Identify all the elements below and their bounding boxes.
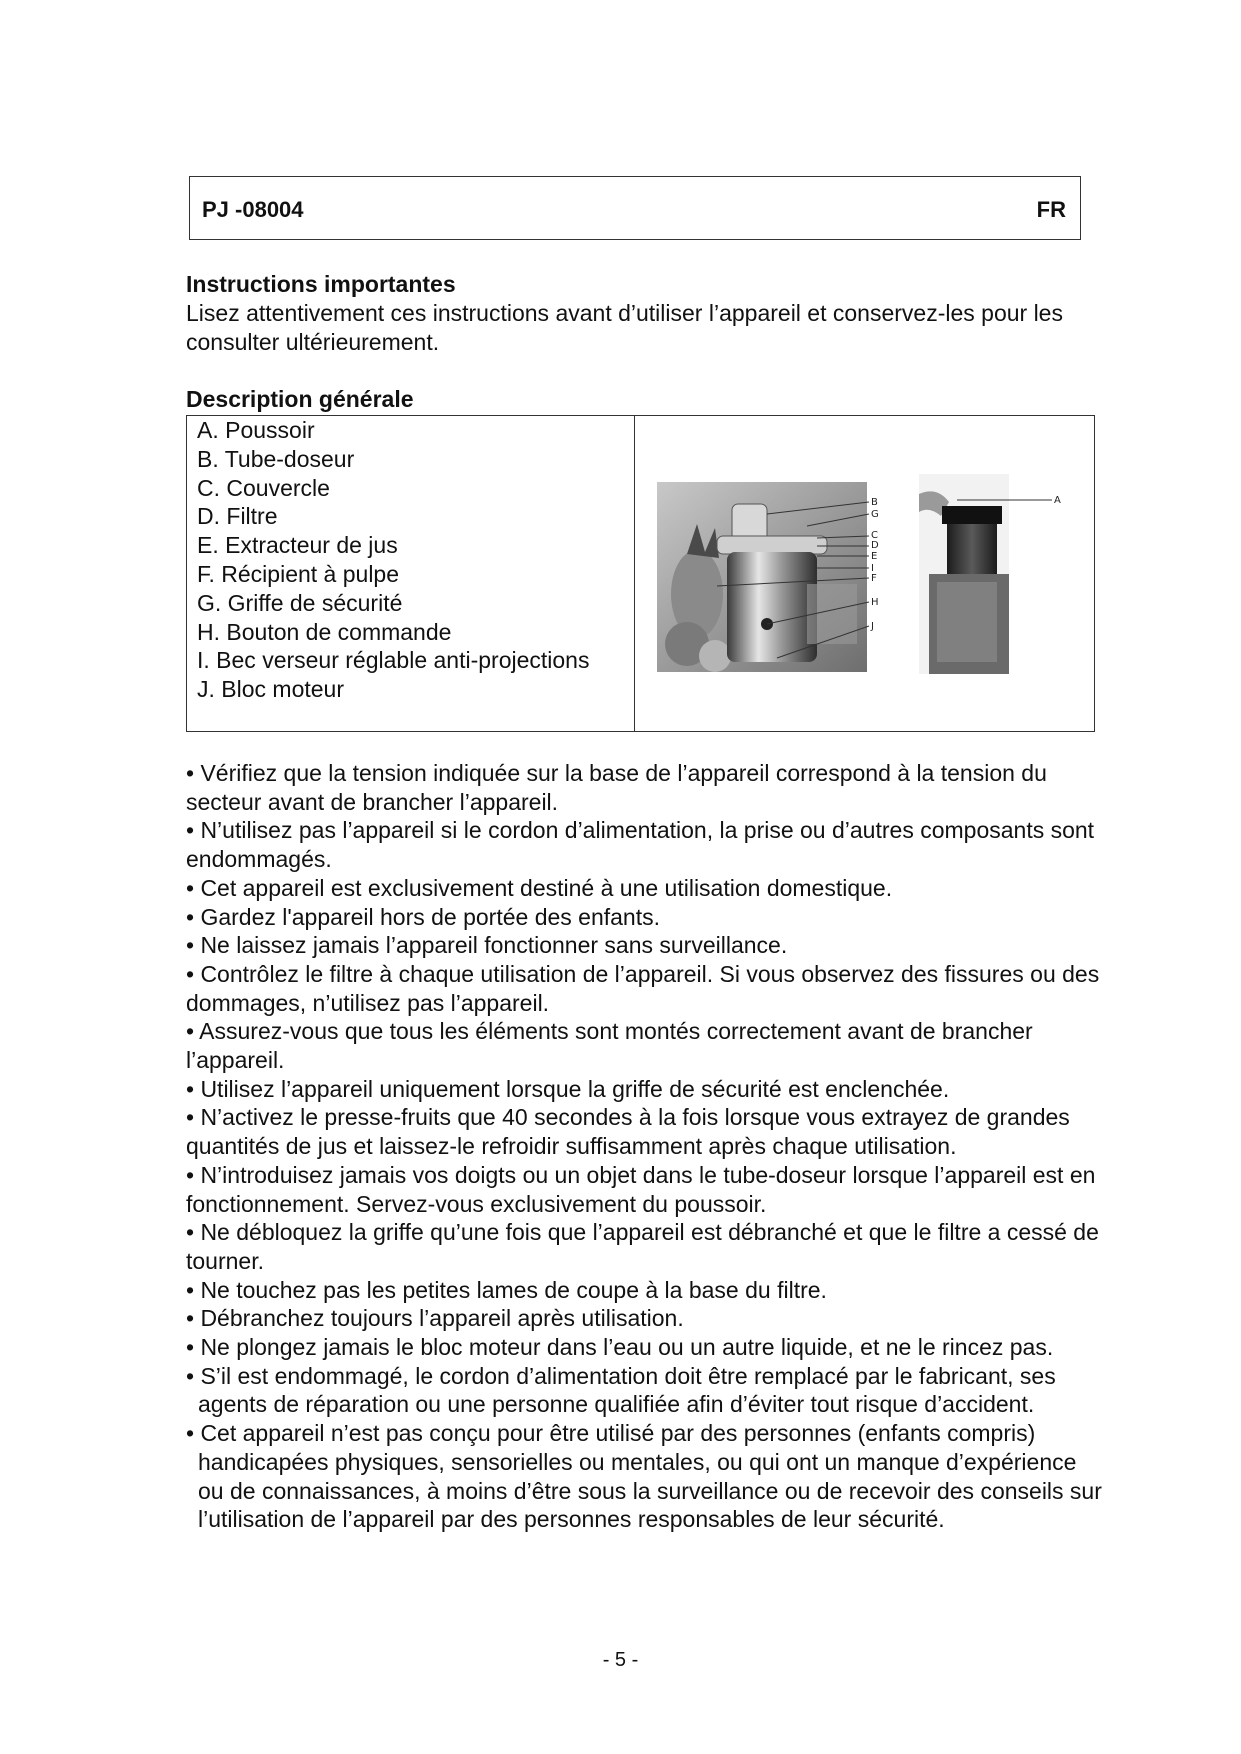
label-h: H bbox=[871, 597, 879, 608]
language-code: FR bbox=[1036, 197, 1066, 222]
bullet-item: • Débranchez toujours l’appareil après utilisation. bbox=[186, 1305, 684, 1332]
part-item: J. Bloc moteur bbox=[197, 676, 344, 703]
bullet-item: • N’activez le presse-fruits que 40 secondes à la fois lorsque vous extrayez de grandes quantités de jus et laissez-le refroidir suffisamment après chaque utilisation. bbox=[186, 1104, 1070, 1160]
bullet-item: • Ne plongez jamais le bloc moteur dans l’eau ou un autre liquide, et ne le rincez pas. bbox=[186, 1334, 1054, 1361]
juicer-photo bbox=[657, 474, 1087, 674]
parts-cell bbox=[187, 416, 635, 731]
juicer-front-view bbox=[657, 482, 867, 672]
bullet-item: • N’utilisez pas l’appareil si le cordon d’alimentation, la prise ou d’autres composants sont endommagés. bbox=[186, 817, 1095, 873]
bullet-item: • Utilisez l’appareil uniquement lorsque la griffe de sécurité est enclenchée. bbox=[186, 1075, 950, 1102]
label-c: C bbox=[871, 530, 878, 541]
bullet-item: • Gardez l'appareil hors de portée des enfants. bbox=[186, 903, 661, 930]
part-item: H. Bouton de commande bbox=[197, 618, 452, 645]
label-j: J bbox=[871, 621, 874, 632]
label-g: G bbox=[871, 509, 879, 520]
part-item: E. Extracteur de jus bbox=[197, 532, 398, 559]
description-table bbox=[186, 415, 1095, 732]
label-b: B bbox=[871, 497, 878, 508]
label-f: F bbox=[871, 573, 877, 584]
part-item: G. Griffe de sécurité bbox=[197, 589, 403, 616]
part-item: I. Bec verseur réglable anti-projections bbox=[197, 647, 590, 674]
part-item: D. Filtre bbox=[197, 503, 278, 530]
important-title: Instructions importantes bbox=[186, 271, 456, 297]
part-item: A. Poussoir bbox=[197, 417, 315, 443]
description-title: Description générale bbox=[186, 386, 414, 412]
label-d: D bbox=[871, 540, 879, 551]
bullet-item: • Ne laissez jamais l’appareil fonctionner sans surveillance. bbox=[186, 932, 788, 959]
bullet-item: • Ne débloquez la griffe qu’une fois que l’appareil est débranché et que le filtre a cessé de tourner. bbox=[186, 1219, 1099, 1274]
bullet-item: • Ne touchez pas les petites lames de coupe à la base du filtre. bbox=[186, 1276, 827, 1303]
bullet-item: • N’introduisez jamais vos doigts ou un objet dans le tube-doseur lorsque l’appareil est en fonctionnement. Servez-vous exclusivement du poussoir. bbox=[186, 1161, 1096, 1217]
bullet-item: • Contrôlez le filtre à chaque utilisation de l’appareil. Si vous observez des fissures ou des dommages, n’utilisez pas l’appareil. bbox=[186, 960, 1100, 1016]
label-i: I bbox=[871, 563, 874, 574]
bullet-item: • S’il est endommagé, le cordon d’alimentation doit être remplacé par le fabricant, ses agents de réparation ou une personne qualifiée afin d’éviter tout risque d’accident. bbox=[186, 1362, 1056, 1418]
label-e: E bbox=[871, 551, 878, 562]
model-number: PJ -08004 bbox=[202, 197, 304, 222]
part-item: F. Récipient à pulpe bbox=[197, 560, 400, 587]
bullet-item: • Vérifiez que la tension indiquée sur la base de l’appareil correspond à la tension du secteur avant de brancher l’appareil. bbox=[186, 760, 1047, 815]
page-number: - 5 - bbox=[602, 1649, 639, 1671]
bullet-item: • Assurez-vous que tous les éléments sont montés correctement avant de brancher l’appareil. bbox=[186, 1018, 1033, 1074]
parts-list bbox=[197, 416, 589, 704]
bullet-item: • Cet appareil n’est pas conçu pour être utilisé par des personnes (enfants compris) handicapées physiques, sensorielles ou mentales, ou qui ont un manque d’expérience ou de connaissances, à moins d’être sous la surveillance ou de recevoir des conseils sur l’utilisation de l’appareil par des personnes responsables de leur sécurité. bbox=[186, 1420, 1102, 1533]
juicer-side-view bbox=[919, 474, 1009, 674]
important-text: Lisez attentivement ces instructions avant d’utiliser l’appareil et conservez-les pour les consulter ultérieurement. bbox=[186, 300, 1063, 355]
safety-bullets bbox=[186, 759, 1106, 1534]
part-item: B. Tube-doseur bbox=[197, 445, 355, 472]
header-box bbox=[189, 176, 1081, 240]
bullet-item: • Cet appareil est exclusivement destiné à une utilisation domestique. bbox=[186, 874, 893, 901]
part-item: C. Couvercle bbox=[197, 474, 330, 501]
label-a: A bbox=[1054, 495, 1061, 506]
